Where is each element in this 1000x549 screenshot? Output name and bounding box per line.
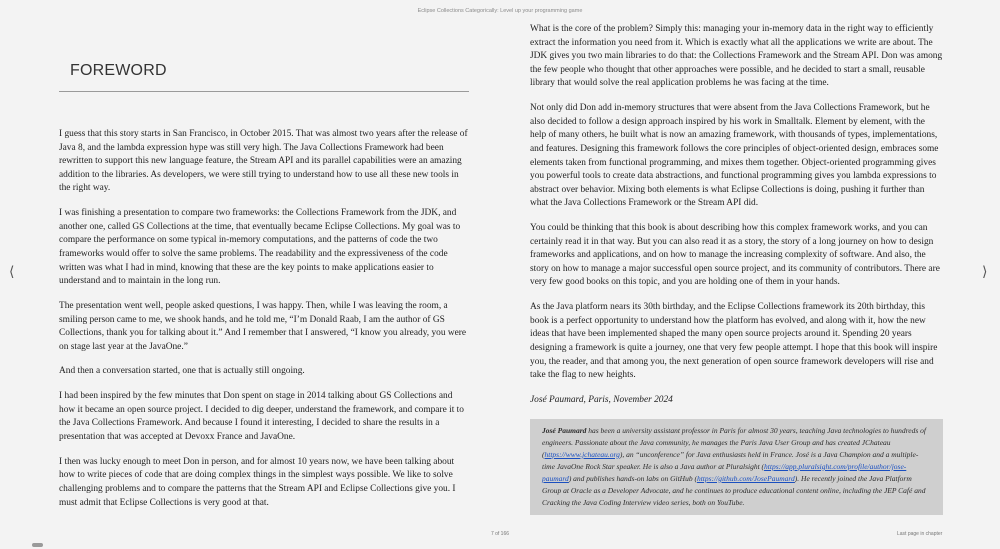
paragraph: I guess that this story starts in San Francisco, in October 2015. That was almost two years after the release of Java 8, and the lambda expression hype was still very high. The Java Collections Framework had been rewritten to support this new language feature, the Stream API and its parallel capabilities were an amazing addition to the libraries. As developers, we were still trying to understand how to use all these new tools in the right way. [59,129,468,194]
book-title: Eclipse Collections Categorically: Level up your programming game [417,8,583,14]
paragraph: I was finishing a presentation to compare two frameworks: the Collections Framework from the JDK, and another one, called GS Collections at the time, that eventually became Eclipse Collections. My goal was to compare the performance on some typical in-memory computations, and the patterns of code the two frameworks would offer to solve the same problems. The readability and the expressiveness of the code written was what I had in mind, knowing that these are the key points to make applications easier to understand and to maintain in the long run. [59,208,461,287]
pluralsight-link[interactable]: https://app.pluralsight.com/profile/author/jose-paumard [542,461,907,483]
paragraph: I had been inspired by the few minutes that Don spent on stage in 2014 talking about GS Collections and how it became an open source project. I decided to dig deeper, understand the framework, and compare it to the Java Collections Framework. And because I found it interesting, I decided to share the results in a presentation that was accepted at Devoxx France and JavaOne. [59,391,464,443]
next-page-icon[interactable]: ⟩ [982,264,988,280]
jchateau-link[interactable]: https://www.jchateau.org [544,449,620,459]
bio-text: ) and publishes hands-on labs on GitHub ( [568,473,697,483]
github-link[interactable]: https://github.com/JosePaumard [696,473,795,483]
bio-text: has been a university assistant professor in Paris for almost 30 years, teaching Java technologies to hundreds of engineers. Passionate about the Java community, he manages the Paris Java User Group and has created JChateau ( [542,425,927,459]
paragraph: What is the core of the problem? Simply this: managing your in-memory data in the right way to efficiently extract the information you need from it. Which is exactly what all the applications we write are about. The JDK gives you two main libraries to do that: the Collections Framework and the Stream API. Don was among the few people who thought that other approaches were possible, and he decided to start a small, reusable library that would solve the real application problems he was facing at the time. [530,24,943,89]
left-page [59,128,469,521]
title-divider [59,91,469,92]
paragraph: I then was lucky enough to meet Don in person, and for almost 10 years now, we have been talking about how to write pieces of code that are doing complex things in the simplest ways possible. We like to solve challenging problems and to compare the patterns that the Stream API and Eclipse Collections give you. I must admit that Eclipse Collections is very good at that. [59,456,456,508]
paragraph: And then a conversation started, one that is actually still ongoing. [59,366,305,377]
paragraph: The presentation went well, people asked questions, I was happy. Then, while I was leaving the room, a smiling person came to me, we shook hands, and he told me, “I’m Donald Raab, I am the author of GS Collections, thank you for talking about it.” And I remember that I answered, “I know you already, you were on stage last year at the JavaOne.” [59,300,467,352]
bio-text: ). He recently joined the Java Platform Group at Oracle as a Developer Advocate, and he continues to produce educational content online, including the JEP Café and Cracking the Java Coding Interview video series, both on YouTube. [542,473,926,507]
paragraph: You could be thinking that this book is about describing how this complex framework works, and you can certainly read it in that way. But you can also read it as a story, the story of a long journey on how to design frameworks and applications, and on how to manage the increasing complexity of software. And also, the story on how to manage a major successful open source project, and its community of contributors. There are very few good books on this topic, and you are holding one of them in your hands. [530,223,940,288]
chapter-title: FOREWORD [70,62,167,79]
author-bio-box [530,419,943,515]
paragraph: As the Java platform nears its 30th birthday, and the Eclipse Collections framework its 20th birthday, this book is a perfect opportunity to understand how the platform has evolved, and along with it, how the new ideas that have been implemented shaped the many open source projects around it. Spending 20 years designing a framework is quite a journey, one that very few people attempt. I hope that this book will inspire you, the reader, and that among you, the next generation of open source framework developers will rise and take the flag to new heights. [530,302,938,381]
last-page-in-chapter-label: Last page in chapter [897,531,943,537]
author-name: José Paumard [542,425,587,435]
signature: José Paumard, Paris, November 2024 [530,395,673,405]
bio-text: ), an “unconference” for Java enthusiasts held in France. José is a Java Champion and a multiple-time JavaOne Rock Star speaker. He is also a Java author at Pluralsight ( [542,449,919,471]
right-page [530,23,943,515]
paragraph: Not only did Don add in-memory structures that were absent from the Java Collections Framework, but he also decided to follow a design approach inspired by his work in Smalltalk. Element by element, with the help of many others, he built what is now an amazing framework, with thousands of types, implementations, and features. Designing this framework follows the core principles of object-oriented design, embraces some elements taken from functional programming, and mixes them together. Object-oriented programming gives you powerful tools to create data abstractions, and functional programming gives you lambda expressions to abstract over behavior. Mixing both elements is what Eclipse Collections is doing, pushing it further than what the Java Collections Framework or the Stream API did. [530,103,939,209]
scrollbar-handle[interactable] [32,543,43,547]
page-counter: 7 of 166 [490,531,510,537]
previous-page-icon[interactable]: ⟨ [9,264,15,280]
